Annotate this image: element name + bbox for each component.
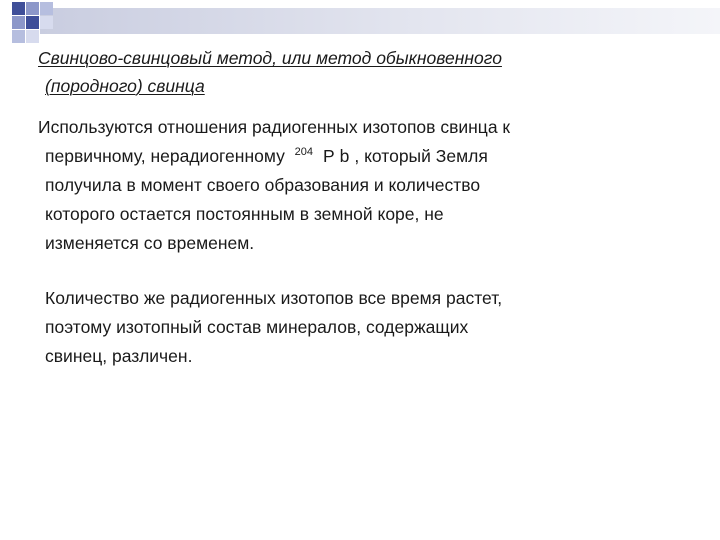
paragraph-2-lead: Количество же радиогенных изотопов все время растет, [45, 288, 503, 308]
title-line-1: Свинцово-свинцовый метод, или метод обыкновенного [38, 48, 502, 68]
paragraph-2 [38, 284, 662, 371]
deco-square [40, 2, 53, 15]
paragraph-1-line-3: получила в момент своего образования и количество [45, 175, 481, 195]
deco-square [12, 2, 25, 15]
deco-square [12, 30, 25, 43]
header-band [40, 8, 720, 34]
paragraph-2-line-3: свинец, различен. [45, 346, 193, 366]
slide-title [38, 44, 678, 100]
deco-square [26, 30, 39, 43]
line-2-end: , который Земля [354, 146, 488, 166]
paragraph-2-line-2: поэтому изотопный состав минералов, содержащих [45, 317, 469, 337]
paragraph-1-line-4: которого остается постоянным в земной коре, не [45, 204, 444, 224]
isotope-mass: 204 [294, 146, 313, 159]
deco-square [26, 2, 39, 15]
paragraph-1-line-5: изменяется со временем. [45, 233, 255, 253]
paragraph-1-lead: Используются отношения радиогенных изотопов свинца к [38, 117, 511, 137]
deco-square [40, 16, 53, 29]
paragraph-1 [38, 113, 662, 258]
title-line-2: (породного) свинца [45, 76, 205, 96]
line-2-start: первичному, нерадиогенному [45, 146, 285, 166]
paragraph-1-line-2 [38, 142, 662, 171]
deco-square [26, 16, 39, 29]
isotope-symbol: Pb [322, 146, 355, 166]
header-decoration [0, 0, 720, 48]
deco-square [12, 16, 25, 29]
